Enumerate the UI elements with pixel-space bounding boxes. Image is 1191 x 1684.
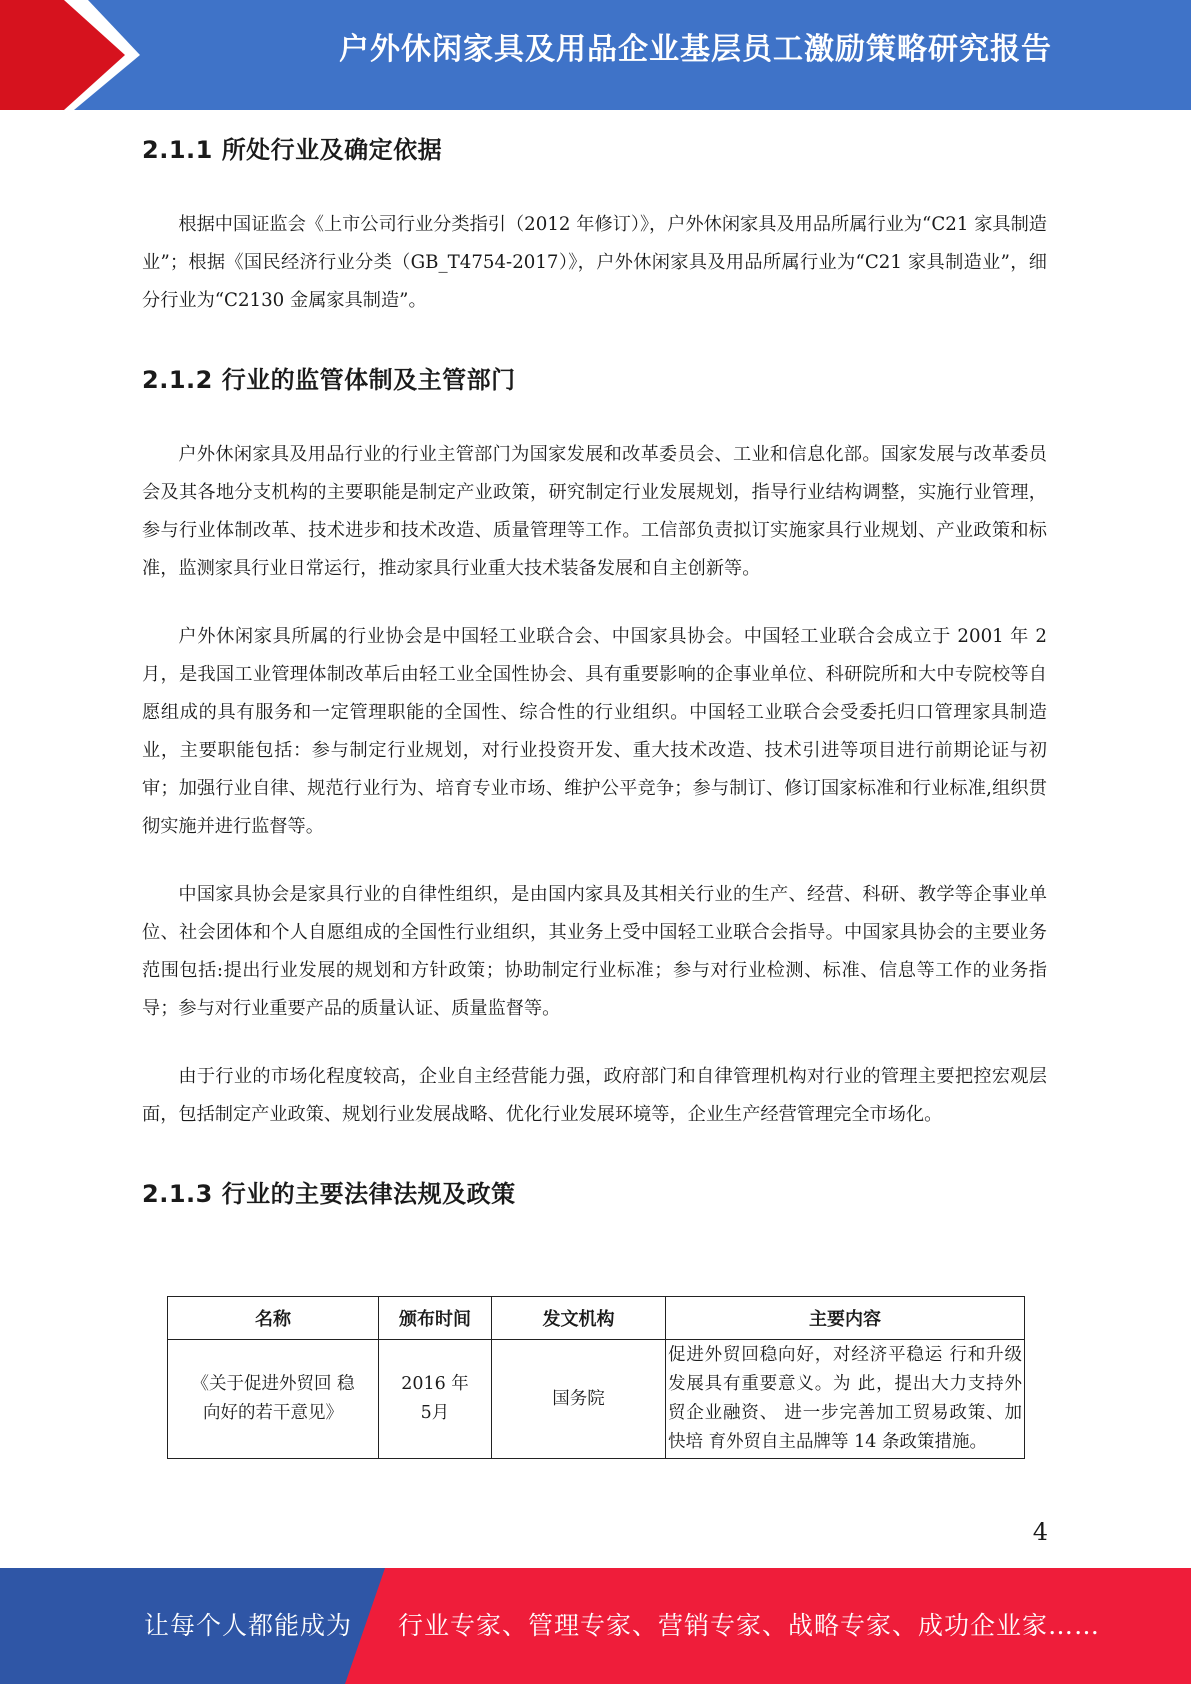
header-banner xyxy=(0,0,1191,110)
cell-issuer: 国务院 xyxy=(492,1340,666,1459)
footer-banner xyxy=(0,1568,1191,1684)
paragraph: 中国家具协会是家具行业的自律性组织，是由国内家具及其相关行业的生产、经营、科研、教学等企事业单位、社会团体和个人自愿组成的全国性行业组织，其业务上受中国轻工业联合会指导。中国家具协会的主要业务范围包括:提出行业发展的规划和方针政策；协助制定行业标准；参与对行业检测、标准、信息等工作的业务指导；参与对行业重要产品的质量认证、质量监督等。 xyxy=(142,884,1047,1019)
cell-name: 《关于促进外贸回 稳向好的若干意见》 xyxy=(168,1340,379,1459)
table-row xyxy=(168,1340,1025,1459)
paragraph: 户外休闲家具所属的行业协会是中国轻工业联合会、中国家具协会。中国轻工业联合会成立于 2001 年 2 月，是我国工业管理体制改革后由轻工业全国性协会、具有重要影响的企事业单位、科研院所和大中专院校等自愿组成的具有服务和一定管理职能的全国性、综合性的行业组织。中国轻工业联合会受委托归口管理家具制造业，主要职能包括：参与制定行业规划，对行业投资开发、重大技术改造、技术引进等项目进行前期论证与初审；加强行业自律、规范行业行为、培育专业市场、维护公平竞争；参与制订、修订国家标准和行业标准,组织贯彻实施并进行监督等。 xyxy=(142,626,1047,837)
footer-slogan-left: 让每个人都能成为 xyxy=(144,1611,353,1640)
section-heading-2-1-2: 2.1.2 行业的监管体制及主管部门 xyxy=(142,366,516,394)
policy-table xyxy=(167,1296,1025,1459)
column-header-date: 颁布时间 xyxy=(379,1297,492,1340)
column-header-name: 名称 xyxy=(168,1297,379,1340)
section-heading-2-1-1: 2.1.1 所处行业及确定依据 xyxy=(142,136,443,164)
cell-date: 2016 年 5月 xyxy=(379,1340,492,1459)
paragraph: 户外休闲家具及用品行业的行业主管部门为国家发展和改革委员会、工业和信息化部。国家发展与改革委员会及其各地分支机构的主要职能是制定产业政策，研究制定行业发展规划，指导行业结构调整，实施行业管理，参与行业体制改革、技术进步和技术改造、质量管理等工作。工信部负责拟订实施家具行业规划、产业政策和标准，监测家具行业日常运行，推动家具行业重大技术装备发展和自主创新等。 xyxy=(142,444,1047,579)
paragraph: 由于行业的市场化程度较高，企业自主经营能力强，政府部门和自律管理机构对行业的管理主要把控宏观层面，包括制定产业政策、规划行业发展战略、优化行业发展环境等，企业生产经营管理完全市场化。 xyxy=(142,1066,1047,1125)
main-content xyxy=(142,118,1047,1226)
table-continuation-mask xyxy=(160,1474,1040,1494)
report-title: 户外休闲家具及用品企业基层员工激励策略研究报告 xyxy=(339,32,1052,67)
paragraph: 根据中国证监会《上市公司行业分类指引（2012 年修订）》，户外休闲家具及用品所属行业为“C21 家具制造业”；根据《国民经济行业分类（GB_T4754-2017）》，户外休闲家具及用品所属行业为“C21 家具制造业”，细分行业为“C2130 金属家具制造”。 xyxy=(142,214,1047,311)
footer-slogan-right: 行业专家、管理专家、营销专家、战略专家、成功企业家…… xyxy=(398,1611,1101,1640)
table-header-row xyxy=(168,1297,1025,1340)
section-heading-2-1-3: 2.1.3 行业的主要法律法规及政策 xyxy=(142,1180,516,1208)
column-header-content: 主要内容 xyxy=(666,1297,1025,1340)
column-header-issuer: 发文机构 xyxy=(492,1297,666,1340)
cell-content: 促进外贸回稳向好，对经济平稳运 行和升级发展具有重要意义。为 此，提出大力支持外贸企业融资、 进一步完善加工贸易政策、加快培 育外贸自主品牌等 14 条政策措施。 xyxy=(666,1340,1025,1459)
page-number: 4 xyxy=(1032,1518,1048,1546)
